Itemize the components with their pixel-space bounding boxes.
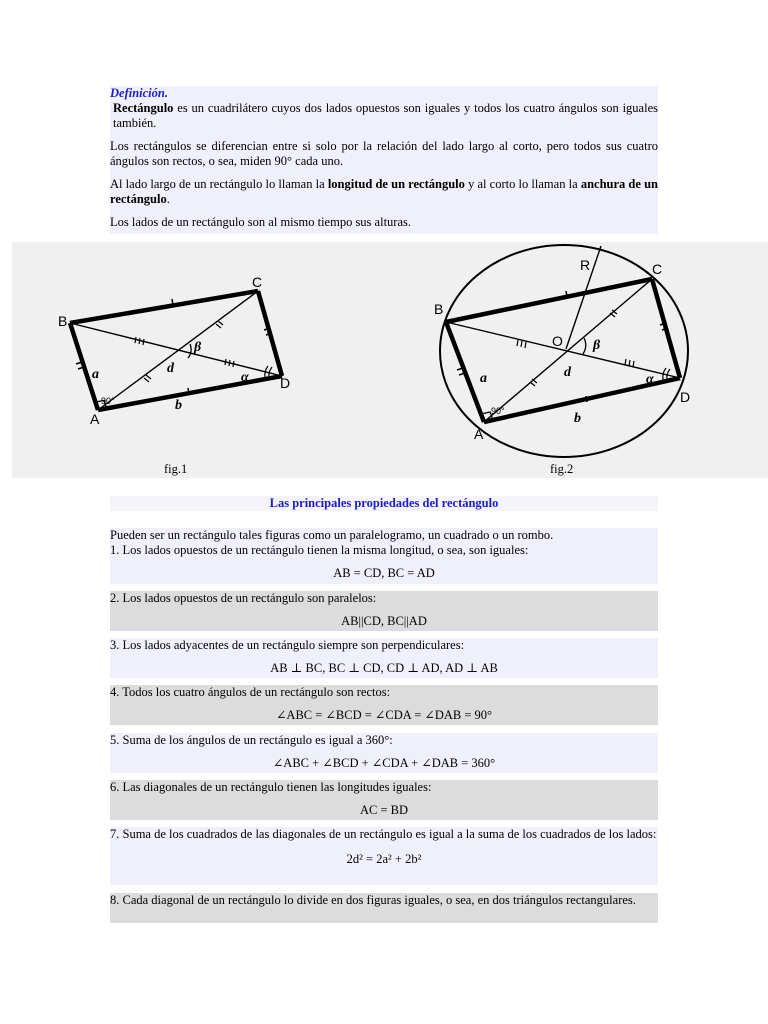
property-3-text: 3. Los lados adyacentes de un rectángulo siempre son perpendiculares: [110,638,465,652]
property-4-text: 4. Todos los cuatro ángulos de un rectángulo son rectos: [110,685,391,699]
properties-title: Las principales propiedades del rectángulo [110,496,658,511]
property-block-7 [110,827,658,885]
fig2-diagonal-bd [446,322,680,378]
fig1-label-B: B [58,313,68,329]
fig2-side-ab [446,322,484,422]
definition-paragraph-2: Los rectángulos se diferencian entre si solo por la relación del lado largo al corto, pero todos sus cuatro ángulos son rectos, o sea, miden 90° cada uno. [110,139,658,168]
property-5-text: 5. Suma de los ángulos de un rectángulo es igual a 360°: [110,733,393,747]
property-block-1 [110,528,658,584]
property-1-text: 1. Los lados opuestos de un rectángulo tienen la misma longitud, o sea, son iguales: [110,543,529,557]
property-7-text: 7. Suma de los cuadrados de las diagonales de un rectángulo es igual a la suma de los cuadrados de los lados: [110,827,657,841]
fig2-label-R: R [580,257,591,273]
property-block-3 [110,638,658,678]
fig1-label-beta: β [194,340,202,355]
fig1-label-D: D [280,375,291,391]
figure-2 [430,242,730,478]
fig2-label-O: O [552,333,563,349]
definition-paragraph-1 [110,101,658,131]
property-2-text: 2. Los lados opuestos de un rectángulo son paralelos: [110,591,377,605]
fig1-label-A: A [90,411,100,427]
definition-section [110,86,658,234]
fig2-right-angle-label: 90° [491,406,505,416]
property-8-text: 8. Cada diagonal de un rectángulo lo divide en dos figuras iguales, o sea, en dos triángulos rectangulares. [110,893,636,907]
definition-paragraph-3 [110,177,658,207]
fig1-label-d: d [167,361,174,376]
fig2-label-beta: β [593,338,601,353]
fig1-label-a: a [92,367,99,382]
p3-text-c: y al corto lo llaman la [464,177,581,191]
fig2-label-D: D [680,389,691,405]
fig1-side-bc [70,291,258,323]
p3-text-e: . [166,192,170,206]
definition-title: Definición. [110,86,168,100]
property-1-formula: AB = CD, BC = AD [333,566,435,580]
fig2-side-bc [446,279,652,322]
figures-panel [12,242,768,478]
property-7-formula: 2d² = 2a² + 2b² [346,852,422,866]
fig1-right-angle-label: 90° [101,396,115,406]
figure-1 [12,242,332,442]
property-block-8 [110,893,658,923]
fig2-label-alpha: α [646,372,654,387]
properties-intro: Pueden ser un rectángulo tales figuras como un paralelogramo, un cuadrado o un rombo. [110,528,554,542]
term-rectangulo: Rectángulo [113,101,174,115]
property-block-2 [110,591,658,631]
term-anchura: anchura de un rectángulo [110,177,659,206]
term-longitud: longitud de un rectángulo [327,177,465,191]
property-6-formula: AC = BD [359,803,409,817]
property-block-6 [110,780,658,820]
property-3-formula: AB ⊥ BC, BC ⊥ CD, CD ⊥ AD, AD ⊥ AB [270,661,498,675]
fig1-label-C: C [252,274,263,290]
fig2-label-B: B [434,301,444,317]
fig2-label-a: a [480,371,487,386]
property-5-formula: ∠ABC + ∠BCD + ∠CDA + ∠DAB = 360° [272,756,496,770]
property-4-formula: ∠ABC = ∠BCD = ∠CDA = ∠DAB = 90° [275,708,493,722]
fig2-label-A: A [474,426,484,442]
property-block-4 [110,685,658,725]
property-block-5 [110,733,658,773]
property-2-formula: AB||CD, BC||AD [341,614,427,628]
fig2-label-d: d [564,365,571,380]
fig2-caption: fig.2 [550,462,574,476]
fig1-label-b: b [175,398,182,413]
property-6-text: 6. Las diagonales de un rectángulo tienen las longitudes iguales: [110,780,432,794]
fig1-label-alpha: α [241,370,249,385]
fig1-caption: fig.1 [164,462,188,476]
fig1-side-da [98,376,282,410]
definition-p1-text: es un cuadrilátero cuyos dos lados opuestos son iguales y todos los cuatro ángulos son iguales también. [113,101,658,130]
fig2-label-b: b [574,411,581,426]
fig1-diagonal-bd [70,323,282,376]
p3-text-a: Al lado largo de un rectángulo lo llaman la [110,177,328,191]
definition-paragraph-4: Los lados de un rectángulo son al mismo tiempo sus alturas. [110,215,411,229]
fig2-label-C: C [652,261,663,277]
